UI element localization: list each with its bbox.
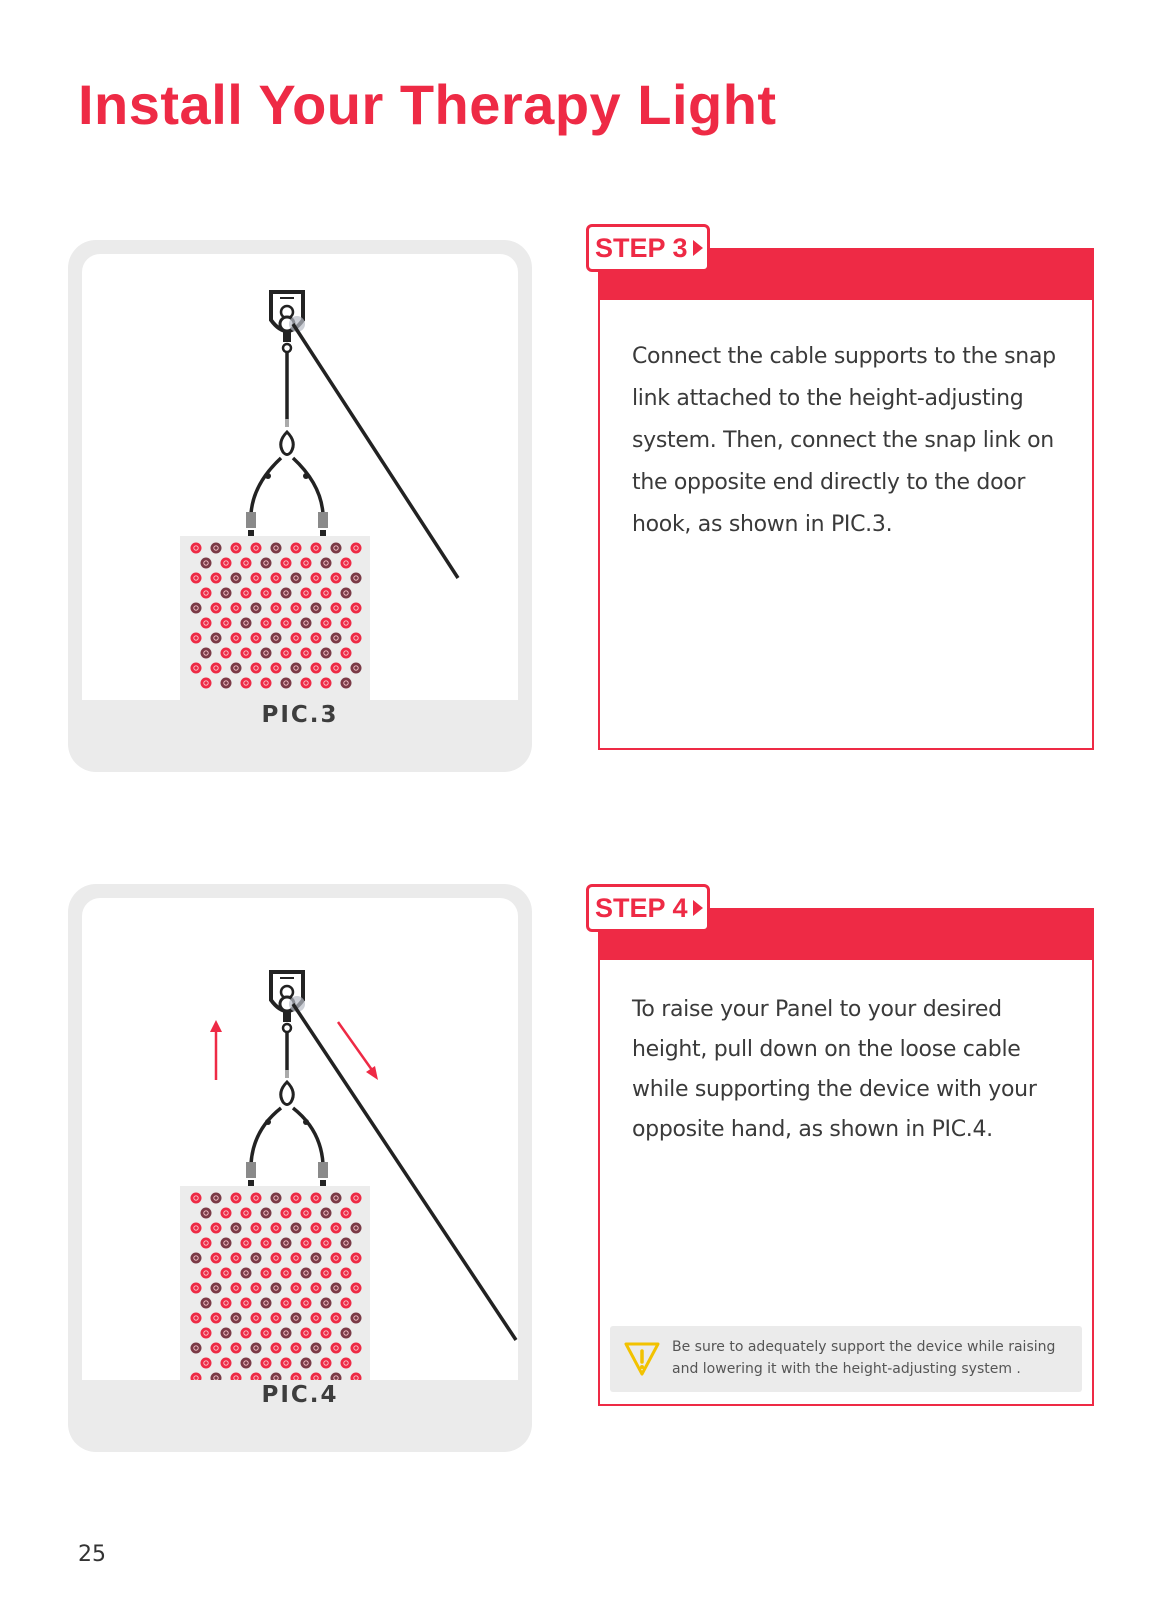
play-arrow-icon (693, 900, 703, 916)
led-dot (311, 573, 322, 584)
led-dot (191, 1313, 202, 1324)
led-dot (231, 1313, 242, 1324)
led-dot (321, 1208, 332, 1219)
led-dot (251, 1343, 262, 1354)
pic4-frame (68, 884, 532, 1452)
led-dot (201, 1358, 212, 1369)
led-dot (331, 1313, 342, 1324)
led-dot (221, 1328, 232, 1339)
warning-box (610, 1326, 1082, 1392)
led-dot (191, 1193, 202, 1204)
led-dot (311, 1193, 322, 1204)
led-dot (341, 1358, 352, 1369)
led-dot (351, 1283, 362, 1294)
led-dot (341, 618, 352, 629)
pic4-label: PIC.4 (261, 1382, 339, 1408)
led-dot (271, 573, 282, 584)
led-dot (311, 1283, 322, 1294)
led-dot (321, 648, 332, 659)
led-dot (301, 1208, 312, 1219)
led-dot (211, 1253, 222, 1264)
led-dot (271, 1313, 282, 1324)
led-dot (331, 1193, 342, 1204)
led-dot (341, 1298, 352, 1309)
led-dot (311, 1313, 322, 1324)
step4-box (598, 908, 1094, 1406)
led-dot (291, 1253, 302, 1264)
led-dot (341, 588, 352, 599)
led-dot (321, 618, 332, 629)
led-dot (291, 1313, 302, 1324)
led-dot (301, 1328, 312, 1339)
led-dot (211, 633, 222, 644)
led-dot (261, 618, 272, 629)
led-dot (291, 543, 302, 554)
step3-box (598, 248, 1094, 750)
led-dot (291, 633, 302, 644)
arrow-down-right-icon (338, 1022, 378, 1080)
led-dot (271, 603, 282, 614)
led-dot (341, 1238, 352, 1249)
led-dot (241, 1328, 252, 1339)
led-dot (331, 633, 342, 644)
led-dot (221, 1238, 232, 1249)
led-dot (201, 1298, 212, 1309)
led-dot (291, 1283, 302, 1294)
led-dot (331, 603, 342, 614)
led-dot (281, 1268, 292, 1279)
led-dot (271, 543, 282, 554)
led-dot (281, 588, 292, 599)
led-dot (331, 1343, 342, 1354)
led-dot (291, 663, 302, 674)
led-dot (341, 1268, 352, 1279)
led-dot (211, 573, 222, 584)
led-dot (321, 558, 332, 569)
led-dot (221, 1298, 232, 1309)
led-dot (321, 1328, 332, 1339)
led-dot (301, 618, 312, 629)
warning-text: Be sure to adequately support the device while raising and lowering it with the height-adjusting system . (672, 1339, 1056, 1377)
step3-tag (586, 224, 710, 272)
led-dot (301, 588, 312, 599)
led-dot (251, 1313, 262, 1324)
led-dot (241, 648, 252, 659)
led-dot (351, 1313, 362, 1324)
step4-text: To raise your Panel to your desired height, pull down on the loose cable while supporting the device with your opposite hand, as shown in PIC.4. (632, 997, 1037, 1142)
led-dot (291, 603, 302, 614)
led-dot (231, 1283, 242, 1294)
led-dot (231, 603, 242, 614)
led-dot (191, 633, 202, 644)
led-dot (301, 1358, 312, 1369)
led-dot (241, 1358, 252, 1369)
led-dot (321, 1238, 332, 1249)
led-dot (341, 558, 352, 569)
step4-tag (586, 884, 710, 932)
pic3-illustration (82, 254, 518, 700)
led-dot (191, 573, 202, 584)
led-dot (351, 663, 362, 674)
led-dot (191, 603, 202, 614)
led-dot (281, 618, 292, 629)
step3-text: Connect the cable supports to the snap link attached to the height-adjusting system. Then, connect the snap link on the opposite end directly to the door hook, as shown in PIC.3. (632, 344, 1056, 537)
led-dot (191, 1223, 202, 1234)
led-dot (321, 1298, 332, 1309)
led-dot (261, 1358, 272, 1369)
led-dot (211, 603, 222, 614)
led-dot (281, 1298, 292, 1309)
led-dot (351, 1343, 362, 1354)
led-dot (321, 588, 332, 599)
led-dot (311, 663, 322, 674)
arrow-up-icon (210, 1020, 222, 1080)
led-dot (251, 603, 262, 614)
led-dot (281, 678, 292, 689)
led-dot (231, 1343, 242, 1354)
door-hook-icon (271, 972, 305, 1032)
led-dot (291, 573, 302, 584)
led-dot (261, 1208, 272, 1219)
led-dot (211, 1283, 222, 1294)
led-dot (241, 1208, 252, 1219)
led-dot (221, 1208, 232, 1219)
led-dot (241, 1298, 252, 1309)
led-dot (351, 603, 362, 614)
led-dot (251, 1193, 262, 1204)
led-dot (281, 648, 292, 659)
led-dot (251, 663, 262, 674)
led-dot (251, 1223, 262, 1234)
led-dot (291, 1193, 302, 1204)
led-dot (201, 678, 212, 689)
pic3-label: PIC.3 (261, 702, 339, 728)
led-dot (231, 1253, 242, 1264)
led-dot (251, 543, 262, 554)
led-dot (191, 1343, 202, 1354)
led-dot (271, 633, 282, 644)
led-dot (301, 678, 312, 689)
led-dot (231, 543, 242, 554)
led-dot (351, 543, 362, 554)
led-dot (201, 1238, 212, 1249)
led-dot (351, 1253, 362, 1264)
led-dot (191, 1253, 202, 1264)
led-dot (241, 618, 252, 629)
led-dot (301, 1298, 312, 1309)
led-dot (271, 1343, 282, 1354)
led-dot (321, 1358, 332, 1369)
led-dot (221, 1358, 232, 1369)
led-dot (261, 558, 272, 569)
led-dot (341, 648, 352, 659)
led-dot (221, 648, 232, 659)
led-dot (311, 543, 322, 554)
led-dot (271, 1193, 282, 1204)
led-dot (301, 648, 312, 659)
led-dot (341, 678, 352, 689)
led-dot (281, 558, 292, 569)
led-dot (221, 558, 232, 569)
led-dot (231, 1193, 242, 1204)
led-dot (341, 1328, 352, 1339)
led-dot (301, 558, 312, 569)
led-dot (321, 1268, 332, 1279)
led-dot (221, 678, 232, 689)
led-dot (331, 543, 342, 554)
led-dot (331, 663, 342, 674)
led-dot (201, 1208, 212, 1219)
led-dot (241, 1268, 252, 1279)
led-dot (251, 1283, 262, 1294)
led-dot (271, 663, 282, 674)
led-dot (241, 678, 252, 689)
led-dot (351, 633, 362, 644)
led-dot (261, 1238, 272, 1249)
led-dot (271, 1253, 282, 1264)
led-dot (271, 1223, 282, 1234)
led-dot (221, 588, 232, 599)
led-dot (331, 573, 342, 584)
led-dot (191, 543, 202, 554)
led-dot (331, 1283, 342, 1294)
hanging-panel-illustration (82, 254, 518, 700)
led-dot (251, 573, 262, 584)
led-dot (221, 1268, 232, 1279)
led-dot (231, 1223, 242, 1234)
led-dot (301, 1238, 312, 1249)
led-dot (211, 663, 222, 674)
led-dot (251, 633, 262, 644)
led-dot (201, 1328, 212, 1339)
led-dot (211, 543, 222, 554)
led-dot (351, 1193, 362, 1204)
led-dot (261, 1298, 272, 1309)
led-dot (241, 588, 252, 599)
led-dot (291, 1343, 302, 1354)
led-dot (261, 648, 272, 659)
step4-label: STEP 4 (595, 892, 688, 923)
led-dot (211, 1223, 222, 1234)
led-dot (251, 1253, 262, 1264)
led-dot (311, 603, 322, 614)
led-dot (351, 1223, 362, 1234)
led-dot (341, 1208, 352, 1219)
led-dot (261, 1328, 272, 1339)
led-dot (201, 648, 212, 659)
led-dot (311, 1343, 322, 1354)
led-dot (201, 1268, 212, 1279)
led-dot (291, 1223, 302, 1234)
led-dot (231, 573, 242, 584)
led-dot (201, 588, 212, 599)
led-dot (221, 618, 232, 629)
led-dot (231, 663, 242, 674)
led-dot (311, 1223, 322, 1234)
led-dot (261, 588, 272, 599)
led-dot (241, 558, 252, 569)
led-dot (281, 1238, 292, 1249)
led-dot (321, 678, 332, 689)
page-title: Install Your Therapy Light (78, 73, 777, 136)
led-dot (211, 1193, 222, 1204)
led-dot (311, 633, 322, 644)
led-dot (191, 663, 202, 674)
led-dot (201, 558, 212, 569)
led-dot (191, 1283, 202, 1294)
snap-link-icon (281, 1082, 294, 1105)
led-dot (281, 1208, 292, 1219)
led-dot (211, 1313, 222, 1324)
led-dot (281, 1358, 292, 1369)
pic3-frame (68, 240, 532, 772)
led-dot (201, 618, 212, 629)
step3-label: STEP 3 (595, 232, 688, 263)
snap-link-icon (281, 432, 294, 455)
led-dot (301, 1268, 312, 1279)
led-dot (281, 1328, 292, 1339)
led-dot (351, 573, 362, 584)
door-hook-icon (271, 292, 305, 352)
led-dot (311, 1253, 322, 1264)
led-dot (261, 1268, 272, 1279)
warning-triangle-icon (622, 1338, 662, 1378)
led-dot (231, 633, 242, 644)
play-arrow-icon (693, 240, 703, 256)
led-dot (241, 1238, 252, 1249)
led-dot (331, 1223, 342, 1234)
led-dot (331, 1253, 342, 1264)
led-dot (211, 1343, 222, 1354)
hanging-panel-pull-illustration (82, 898, 518, 1380)
led-dot (261, 678, 272, 689)
pic4-illustration (82, 898, 518, 1380)
page-number: 25 (78, 1542, 106, 1567)
led-dot (271, 1283, 282, 1294)
